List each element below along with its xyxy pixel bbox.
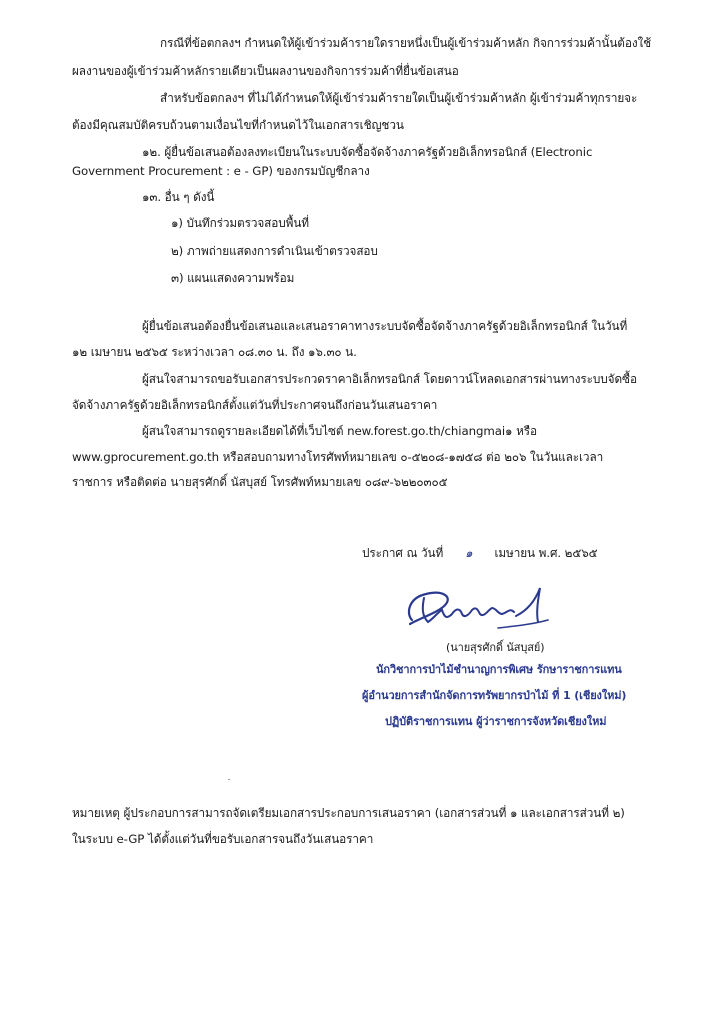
note-line2: ในระบบ e-GP ได้ตั้งแต่วันที่ขอรับเอกสารจนถึงวันเสนอราคา — [72, 832, 374, 846]
document-download-paragraph-line1: ผู้สนใจสามารถขอรับเอกสารประกวดราคาอิเล็กทรอนิกส์ โดยดาวน์โหลดเอกสารผ่านทางระบบจัดซื้อ — [142, 372, 637, 386]
paragraph-joint-venture-all-line2: ต้องมีคุณสมบัติครบถ้วนตามเงื่อนไขที่กำหนดไว้ในเอกสารเชิญชวน — [72, 118, 404, 132]
clause-13-heading: ๑๓. อื่น ๆ ดังนี้ — [142, 190, 215, 204]
clause-13-item-2: ๒) ภาพถ่ายแสดงการดำเนินเข้าตรวจสอบ — [171, 244, 378, 258]
contact-paragraph-line3: ราชการ หรือติดต่อ นายสุรศักดิ์ นัสบุสย์ โทรศัพท์หมายเลข ๐๘๙-๖๒๒๐๓๐๕ — [72, 475, 448, 489]
announcement-day: ๑ — [465, 546, 473, 560]
submission-paragraph-line2: ๑๒ เมษายน ๒๕๖๕ ระหว่างเวลา ๐๘.๓๐ น. ถึง ๑๖.๓๐ น. — [72, 345, 357, 359]
paragraph-joint-venture-lead-line1: กรณีที่ข้อตกลงฯ กำหนดให้ผู้เข้าร่วมค้ารายใดรายหนึ่งเป็นผู้เข้าร่วมค้าหลัก กิจการร่วมค้านั้นต้องใช้ — [160, 36, 652, 50]
announcement-date — [362, 545, 597, 561]
note-line1: หมายเหตุ ผู้ประกอบการสามารถจัดเตรียมเอกสารประกอบการเสนอราคา (เอกสารส่วนที่ ๑ และเอกสารส่วนที่ ๒) — [72, 806, 625, 820]
signatory-name: (นายสุรศักดิ์ นัสบุสย์) — [446, 641, 545, 654]
submission-paragraph-line1: ผู้ยื่นข้อเสนอต้องยื่นข้อเสนอและเสนอราคาทางระบบจัดซื้อจัดจ้างภาครัฐด้วยอิเล็กทรอนิกส์ ในวันที่ — [142, 319, 628, 333]
contact-paragraph-line2: www.gprocurement.go.th หรือสอบถามทางโทรศัพท์หมายเลข ๐-๕๒๐๘-๑๗๕๘ ต่อ ๒๐๖ ในวันและเวลา — [72, 450, 604, 464]
clause-13-item-3: ๓) แผนแสดงความพร้อม — [171, 271, 295, 285]
clause-12-line1: ๑๒. ผู้ยื่นข้อเสนอต้องลงทะเบียนในระบบจัดซื้อจัดจ้างภาครัฐด้วยอิเล็กทรอนิกส์ (Electronic — [142, 145, 593, 159]
clause-12-line2: Government Procurement : e - GP) ของกรมบัญชีกลาง — [72, 164, 370, 178]
contact-paragraph-line1: ผู้สนใจสามารถดูรายละเอียดได้ที่เว็บไซต์ new.forest.go.th/chiangmai๑ หรือ — [142, 424, 537, 438]
signatory-title-line2: ผู้อำนวยการสำนักจัดการทรัพยากรป่าไม้ ที่ 1 (เชียงใหม่) — [362, 689, 627, 702]
paragraph-joint-venture-lead-line2: ผลงานของผู้เข้าร่วมค้าหลักรายเดียวเป็นผลงานของกิจการร่วมค้าที่ยื่นข้อเสนอ — [72, 64, 459, 78]
signatory-title-line3: ปฏิบัติราชการแทน ผู้ว่าราชการจังหวัดเชียงใหม่ — [385, 715, 607, 728]
scan-mark — [228, 779, 230, 780]
document-download-paragraph-line2: จัดจ้างภาครัฐด้วยอิเล็กทรอนิกส์ตั้งแต่วันที่ประกาศจนถึงก่อนวันเสนอราคา — [72, 398, 438, 412]
announcement-prefix: ประกาศ ณ วันที่ — [362, 546, 444, 560]
announcement-month-year: เมษายน พ.ศ. ๒๕๖๕ — [494, 546, 598, 560]
signatory-title-line1: นักวิชาการป่าไม้ชำนาญการพิเศษ รักษาราชการแทน — [376, 663, 622, 676]
signature-image — [398, 582, 558, 642]
paragraph-joint-venture-all-line1: สำหรับข้อตกลงฯ ที่ไม่ได้กำหนดให้ผู้เข้าร่วมค้ารายใดเป็นผู้เข้าร่วมค้าหลัก ผู้เข้าร่วมค้าทุกรายจะ — [160, 91, 638, 105]
clause-13-item-1: ๑) บันทึกร่วมตรวจสอบพื้นที่ — [171, 216, 309, 230]
